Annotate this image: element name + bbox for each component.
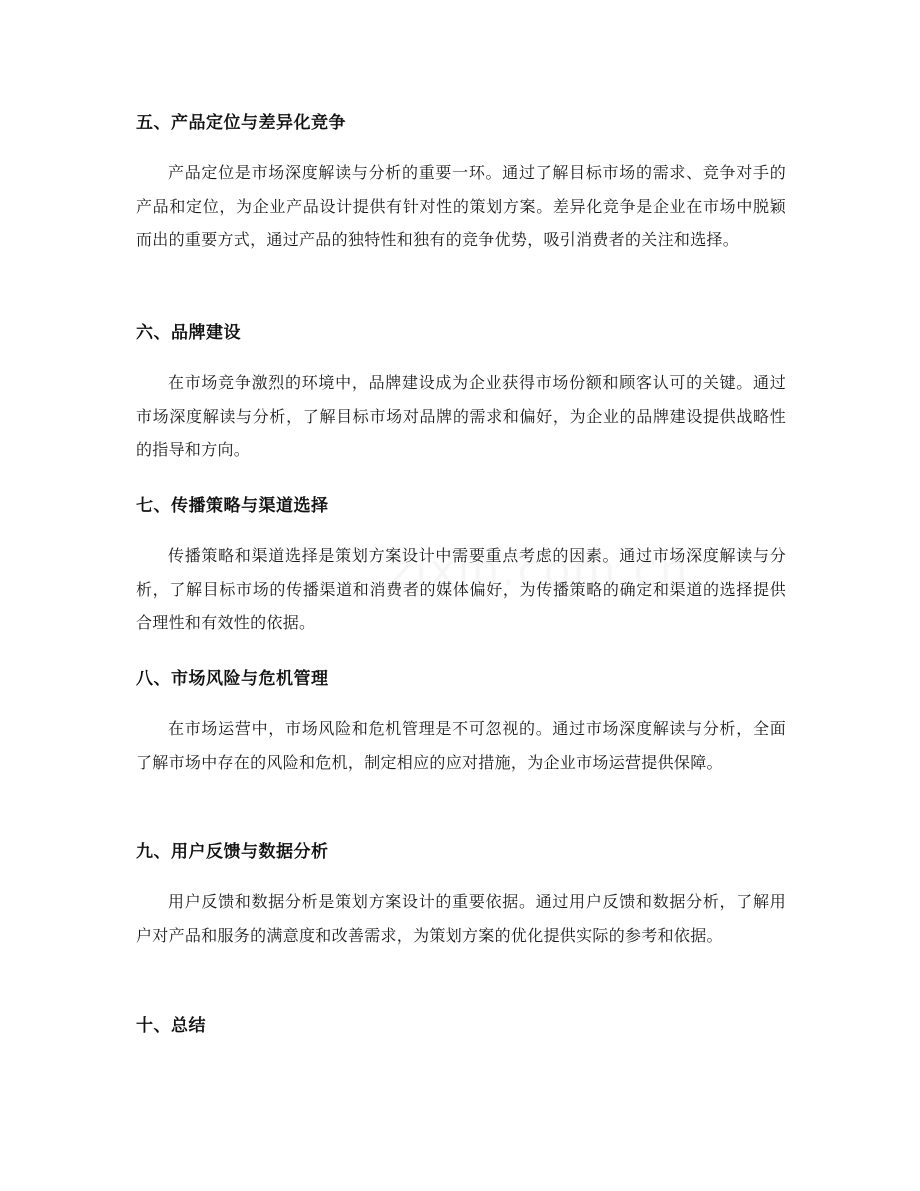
section-6 [136,321,786,467]
section-heading: 十、总结 [136,1016,206,1036]
section-paragraph: 在市场竞争激烈的环境中，品牌建设成为企业获得市场份额和顾客认可的关键。通过市场深度解读与分析，了解目标市场对品牌的需求和偏好，为企业的品牌建设提供战略性的指导和方向。 [136,373,786,459]
section-7 [136,494,786,640]
section-heading: 七、传播策略与渠道选择 [136,496,329,516]
section-paragraph: 传播策略和渠道选择是策划方案设计中需要重点考虑的因素。通过市场深度解读与分析，了解目标市场的传播渠道和消费者的媒体偏好，为传播策略的确定和渠道的选择提供合理性和有效性的依据。 [136,546,786,632]
section-paragraph: 用户反馈和数据分析是策划方案设计的重要依据。通过用户反馈和数据分析，了解用户对产品和服务的满意度和改善需求，为策划方案的优化提供实际的参考和依据。 [136,892,786,945]
section-5 [136,111,786,257]
section-8 [136,667,786,779]
section-10 [136,1014,786,1038]
section-heading: 五、产品定位与差异化竞争 [136,113,346,133]
section-heading: 八、市场风险与危机管理 [136,669,329,689]
section-paragraph: 在市场运营中，市场风险和危机管理是不可忽视的。通过市场深度解读与分析，全面了解市场中存在的风险和危机，制定相应的应对措施，为企业市场运营提供保障。 [136,719,786,772]
section-heading: 九、用户反馈与数据分析 [136,842,329,862]
section-heading: 六、品牌建设 [136,323,241,343]
section-paragraph: 产品定位是市场深度解读与分析的重要一环。通过了解目标市场的需求、竞争对手的产品和定位，为企业产品设计提供有针对性的策划方案。差异化竞争是企业在市场中脱颖而出的重要方式，通过产品的独特性和独有的竞争优势，吸引消费者的关注和选择。 [136,163,786,249]
section-9 [136,840,786,952]
